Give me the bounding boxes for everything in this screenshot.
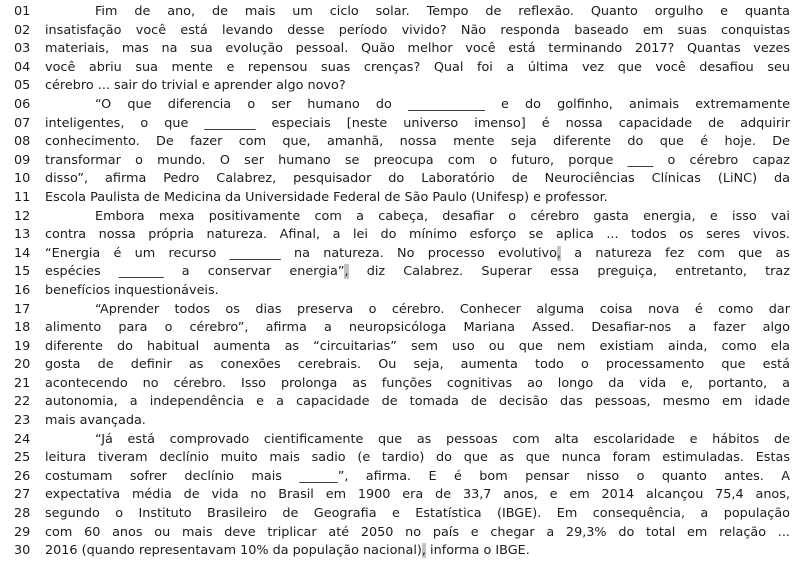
text-line bbox=[14, 338, 790, 357]
text-segment: mais avançada. bbox=[45, 413, 146, 429]
line-text bbox=[45, 505, 790, 524]
text-line bbox=[14, 524, 790, 543]
line-number: 30 bbox=[14, 543, 31, 559]
text-line bbox=[14, 115, 790, 134]
text-line bbox=[14, 319, 790, 338]
text-segment: a natureza fez com que as bbox=[560, 245, 790, 261]
text-line bbox=[14, 412, 790, 431]
text-segment: costumam sofrer declínio mais ______”, afirma. E é bom pensar nisso o quanto antes. A bbox=[45, 468, 790, 484]
text-segment: “Aprender todos os dias preserva o cérebro. Conhecer alguma coisa nova é como dar bbox=[95, 301, 790, 317]
line-text bbox=[45, 3, 790, 22]
text-segment: com 60 anos ou mais deve triplicar até 2050 no país e chegar a 29,3% do total em relação ... bbox=[45, 524, 790, 540]
text-line bbox=[14, 505, 790, 524]
text-segment: contra nossa própria natureza. Afinal, a lei do mínimo esforço se aplica ... todos os seres vivos. bbox=[45, 227, 790, 243]
line-text bbox=[45, 189, 790, 208]
text-line bbox=[14, 431, 790, 450]
text-segment: “Energia é um recurso ________ na natureza. No processo evolutivo bbox=[45, 245, 557, 261]
text-segment: expectativa média de vida no Brasil em 1900 era de 33,7 anos, e em 2014 alcançou 75,4 anos, bbox=[45, 487, 790, 503]
text-line bbox=[14, 22, 790, 41]
text-segment: diz Calabrez. Superar essa preguiça, entretanto, traz bbox=[348, 264, 790, 280]
line-number: 29 bbox=[14, 524, 31, 540]
line-text bbox=[45, 226, 790, 245]
line-number: 14 bbox=[14, 245, 31, 261]
text-line bbox=[14, 486, 790, 505]
text-line bbox=[14, 301, 790, 320]
text-line bbox=[14, 152, 790, 171]
text-line bbox=[14, 59, 790, 78]
text-segment: Escola Paulista de Medicina da Universidade Federal de São Paulo (Unifesp) e professor. bbox=[45, 189, 608, 205]
text-line bbox=[14, 77, 790, 96]
line-text bbox=[45, 245, 790, 264]
line-number: 08 bbox=[14, 134, 31, 150]
line-number: 25 bbox=[14, 450, 31, 466]
text-segment: disso”, afirma Pedro Calabrez, pesquisador do Laboratório de Neurociências Clínicas (LiNC) da bbox=[45, 171, 790, 187]
line-text bbox=[45, 486, 790, 505]
text-line bbox=[14, 245, 790, 264]
text-segment: segundo o Instituto Brasileiro de Geografia e Estatística (IBGE). Em consequência, a população bbox=[45, 506, 790, 522]
line-number: 22 bbox=[14, 394, 31, 410]
text-line bbox=[14, 40, 790, 59]
text-lines-container bbox=[14, 3, 790, 561]
line-number: 15 bbox=[14, 264, 31, 280]
text-line bbox=[14, 468, 790, 487]
text-segment: acontecendo no cérebro. Isso prolonga as funções cognitivas ao longo da vida e, portanto, a bbox=[45, 375, 790, 391]
text-segment: transformar o mundo. O ser humano se preocupa com o futuro, porque ____ o cérebro capaz bbox=[45, 152, 790, 168]
line-number: 03 bbox=[14, 41, 31, 57]
text-segment: insatisfação você está levando desse período vivido? Não responda baseado em suas conquistas bbox=[45, 22, 790, 38]
text-segment: diferente do habitual aumenta as “circuitarias” sem uso ou que nem existiam ainda, como ela bbox=[45, 338, 790, 354]
line-text bbox=[45, 59, 790, 78]
line-text bbox=[45, 22, 790, 41]
line-number: 23 bbox=[14, 413, 31, 429]
line-text bbox=[45, 170, 790, 189]
highlighted-comma: , bbox=[421, 543, 426, 559]
text-segment: autonomia, a independência e a capacidade de tomada de decisão das pessoas, mesmo em idade bbox=[45, 394, 790, 410]
text-line bbox=[14, 356, 790, 375]
text-segment: espécies _______ a conservar energia” bbox=[45, 264, 345, 280]
line-text bbox=[45, 263, 790, 282]
text-segment: conhecimento. De fazer com que, amanhã, nossa mente seja diferente do que é hoje. De bbox=[45, 134, 790, 150]
text-line bbox=[14, 170, 790, 189]
text-line bbox=[14, 449, 790, 468]
text-segment: “Já está comprovado cientificamente que as pessoas com alta escolaridade e hábitos de bbox=[95, 431, 790, 447]
line-number: 19 bbox=[14, 338, 31, 354]
line-text bbox=[45, 208, 790, 227]
line-text bbox=[45, 96, 790, 115]
text-segment: informa o IBGE. bbox=[425, 543, 530, 559]
line-number: 10 bbox=[14, 171, 31, 187]
line-text bbox=[45, 375, 790, 394]
line-number: 18 bbox=[14, 320, 31, 336]
line-number: 21 bbox=[14, 375, 31, 391]
line-text bbox=[45, 338, 790, 357]
text-segment: alimento para o cérebro”, afirma a neuropsicóloga Mariana Assed. Desafiar-nos a fazer algo bbox=[45, 320, 790, 336]
line-number: 11 bbox=[14, 189, 31, 205]
line-text bbox=[45, 524, 790, 543]
line-text bbox=[45, 393, 790, 412]
line-text bbox=[45, 356, 790, 375]
line-number: 07 bbox=[14, 115, 31, 131]
text-segment: materiais, mas na sua evolução pessoal. Quão melhor você está terminando 2017? Quantas vezes bbox=[45, 41, 790, 57]
text-line bbox=[14, 133, 790, 152]
line-number: 09 bbox=[14, 152, 31, 168]
line-number: 17 bbox=[14, 301, 31, 317]
line-number: 01 bbox=[14, 4, 31, 19]
text-segment: cérebro ... sair do trivial e aprender algo novo? bbox=[45, 78, 346, 94]
line-number: 26 bbox=[14, 468, 31, 484]
line-text bbox=[45, 431, 790, 450]
line-text bbox=[45, 77, 790, 96]
line-number: 24 bbox=[14, 431, 31, 447]
text-segment: benefícios inquestionáveis. bbox=[45, 282, 219, 298]
text-segment: gosta de definir as conexões cerebrais. Ou seja, aumenta todo o processamento que está bbox=[45, 357, 790, 373]
line-text bbox=[45, 301, 790, 320]
text-line bbox=[14, 542, 790, 561]
line-number: 13 bbox=[14, 227, 31, 243]
line-number: 28 bbox=[14, 506, 31, 522]
text-line bbox=[14, 208, 790, 227]
line-number: 12 bbox=[14, 208, 31, 224]
text-segment: leitura tiveram declínio muito mais sadio (e tardio) do que as que nunca foram estimuladas. Estas bbox=[45, 450, 790, 466]
text-line bbox=[14, 375, 790, 394]
text-line bbox=[14, 96, 790, 115]
text-segment: você abriu sua mente e repensou suas crenças? Qual foi a última vez que você desafiou seu bbox=[45, 59, 790, 75]
line-text bbox=[45, 468, 790, 487]
line-text bbox=[45, 412, 790, 431]
line-number: 04 bbox=[14, 59, 31, 75]
text-segment: Fim de ano, de mais um ciclo solar. Tempo de reflexão. Quanto orgulho e quanta bbox=[95, 4, 790, 19]
text-line bbox=[14, 282, 790, 301]
line-text bbox=[45, 319, 790, 338]
line-text bbox=[45, 449, 790, 468]
text-line bbox=[14, 189, 790, 208]
text-line bbox=[14, 226, 790, 245]
text-line bbox=[14, 393, 790, 412]
text-segment: “O que diferencia o ser humano do ____________ e do golfinho, animais extremamente bbox=[95, 96, 790, 112]
text-line bbox=[14, 263, 790, 282]
line-number: 05 bbox=[14, 78, 31, 94]
highlighted-comma: , bbox=[344, 264, 349, 280]
line-text bbox=[45, 152, 790, 171]
line-text bbox=[45, 542, 790, 561]
line-text bbox=[45, 282, 790, 301]
line-text bbox=[45, 40, 790, 59]
line-number: 20 bbox=[14, 357, 31, 373]
line-number: 27 bbox=[14, 487, 31, 503]
text-segment: inteligentes, o que ________ especiais [neste universo imenso] é nossa capacidade de adquirir bbox=[45, 115, 790, 131]
line-number: 16 bbox=[14, 282, 31, 298]
highlighted-comma: , bbox=[556, 245, 561, 261]
text-line bbox=[14, 3, 790, 22]
text-segment: 2016 (quando representavam 10% da população nacional) bbox=[45, 543, 422, 559]
line-text bbox=[45, 115, 790, 134]
line-text bbox=[45, 133, 790, 152]
line-number: 06 bbox=[14, 96, 31, 112]
line-number: 02 bbox=[14, 22, 31, 38]
text-segment: Embora mexa positivamente com a cabeça, desafiar o cérebro gasta energia, e isso vai bbox=[95, 208, 790, 224]
